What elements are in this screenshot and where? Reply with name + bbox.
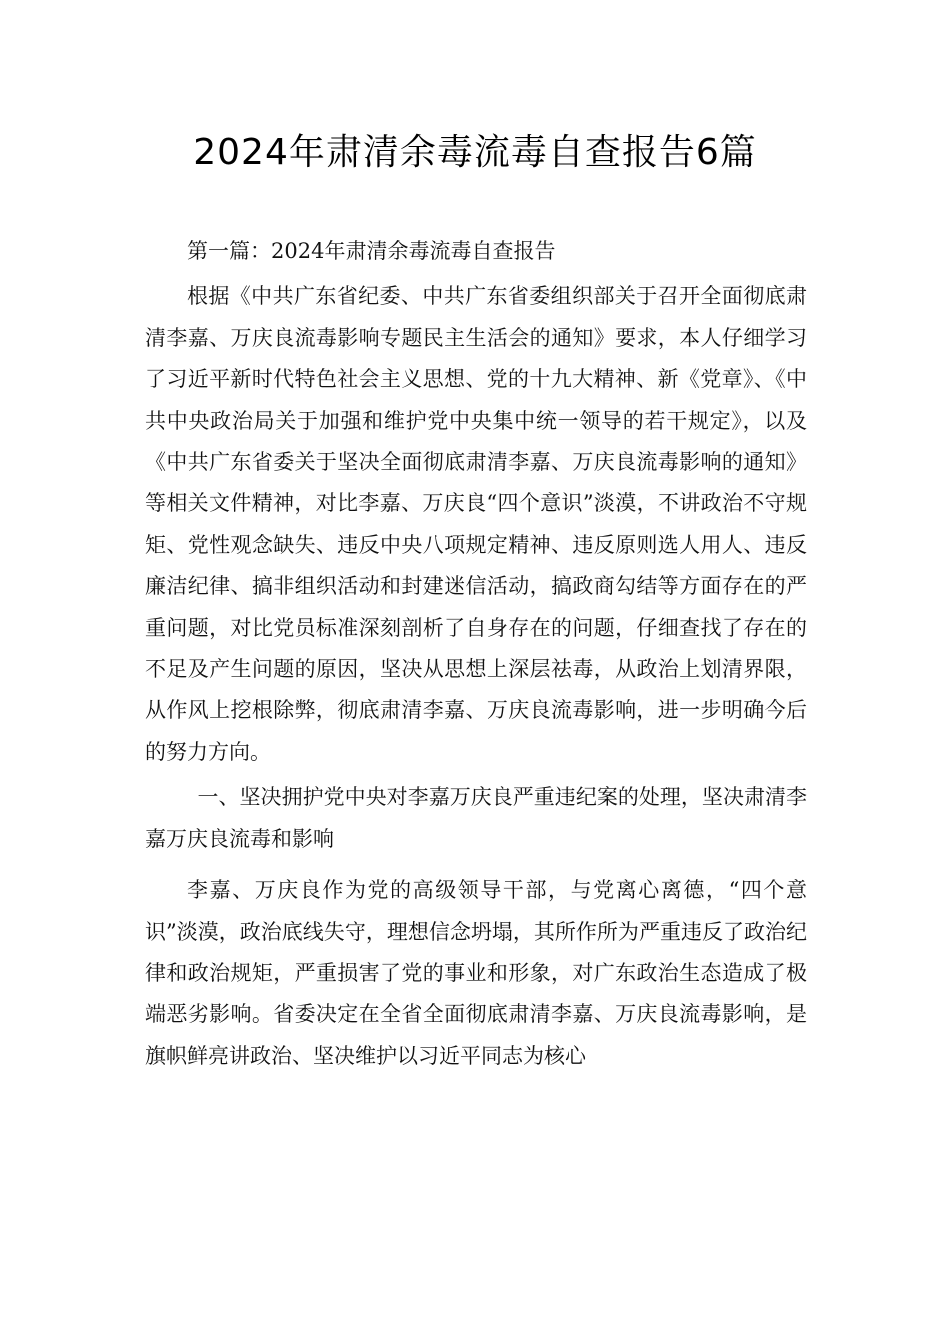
- document-body: [145, 231, 807, 1077]
- document-title: 2024年肃清余毒流毒自查报告6篇: [193, 132, 757, 173]
- section-heading: 一、坚决拥护党中央对李嘉万庆良严重违纪案的处理，坚决肃清李嘉万庆良流毒和影响: [145, 785, 807, 851]
- body-paragraph: 根据《中共广东省纪委、中共广东省委组织部关于召开全面彻底肃清李嘉、万庆良流毒影响专题民主生活会的通知》要求，本人仔细学习了习近平新时代特色社会主义思想、党的十九大精神、新《党章》、《中共中央政治局关于加强和维护党中央集中统一领导的若干规定》，以及《中共广东省委关于坚决全面彻底肃清李嘉、万庆良流毒影响的通知》等相关文件精神，对比李嘉、万庆良“四个意识”淡漠，不讲政治不守规矩、党性观念缺失、违反中央八项规定精神、违反原则选人用人、违反廉洁纪律、搞非组织活动和封建迷信活动，搞政商勾结等方面存在的严重问题，对比党员标准深刻剖析了自身存在的问题，仔细查找了存在的不足及产生问题的原因，坚决从思想上深层祛毒，从政治上划清界限，从作风上挖根除弊，彻底肃清李嘉、万庆良流毒影响，进一步明确今后的努力方向。: [145, 284, 807, 764]
- body-paragraph: 李嘉、万庆良作为党的高级领导干部，与党离心离德，“四个意识”淡漠，政治底线失守，理想信念坍塌，其所作所为严重违反了政治纪律和政治规矩，严重损害了党的事业和形象，对广东政治生态造成了极端恶劣影响。省委决定在全省全面彻底肃清李嘉、万庆良流毒影响，是旗帜鲜亮讲政治、坚决维护以习近平同志为核心: [145, 878, 807, 1068]
- article-subtitle: 第一篇：2024年肃清余毒流毒自查报告: [187, 239, 556, 263]
